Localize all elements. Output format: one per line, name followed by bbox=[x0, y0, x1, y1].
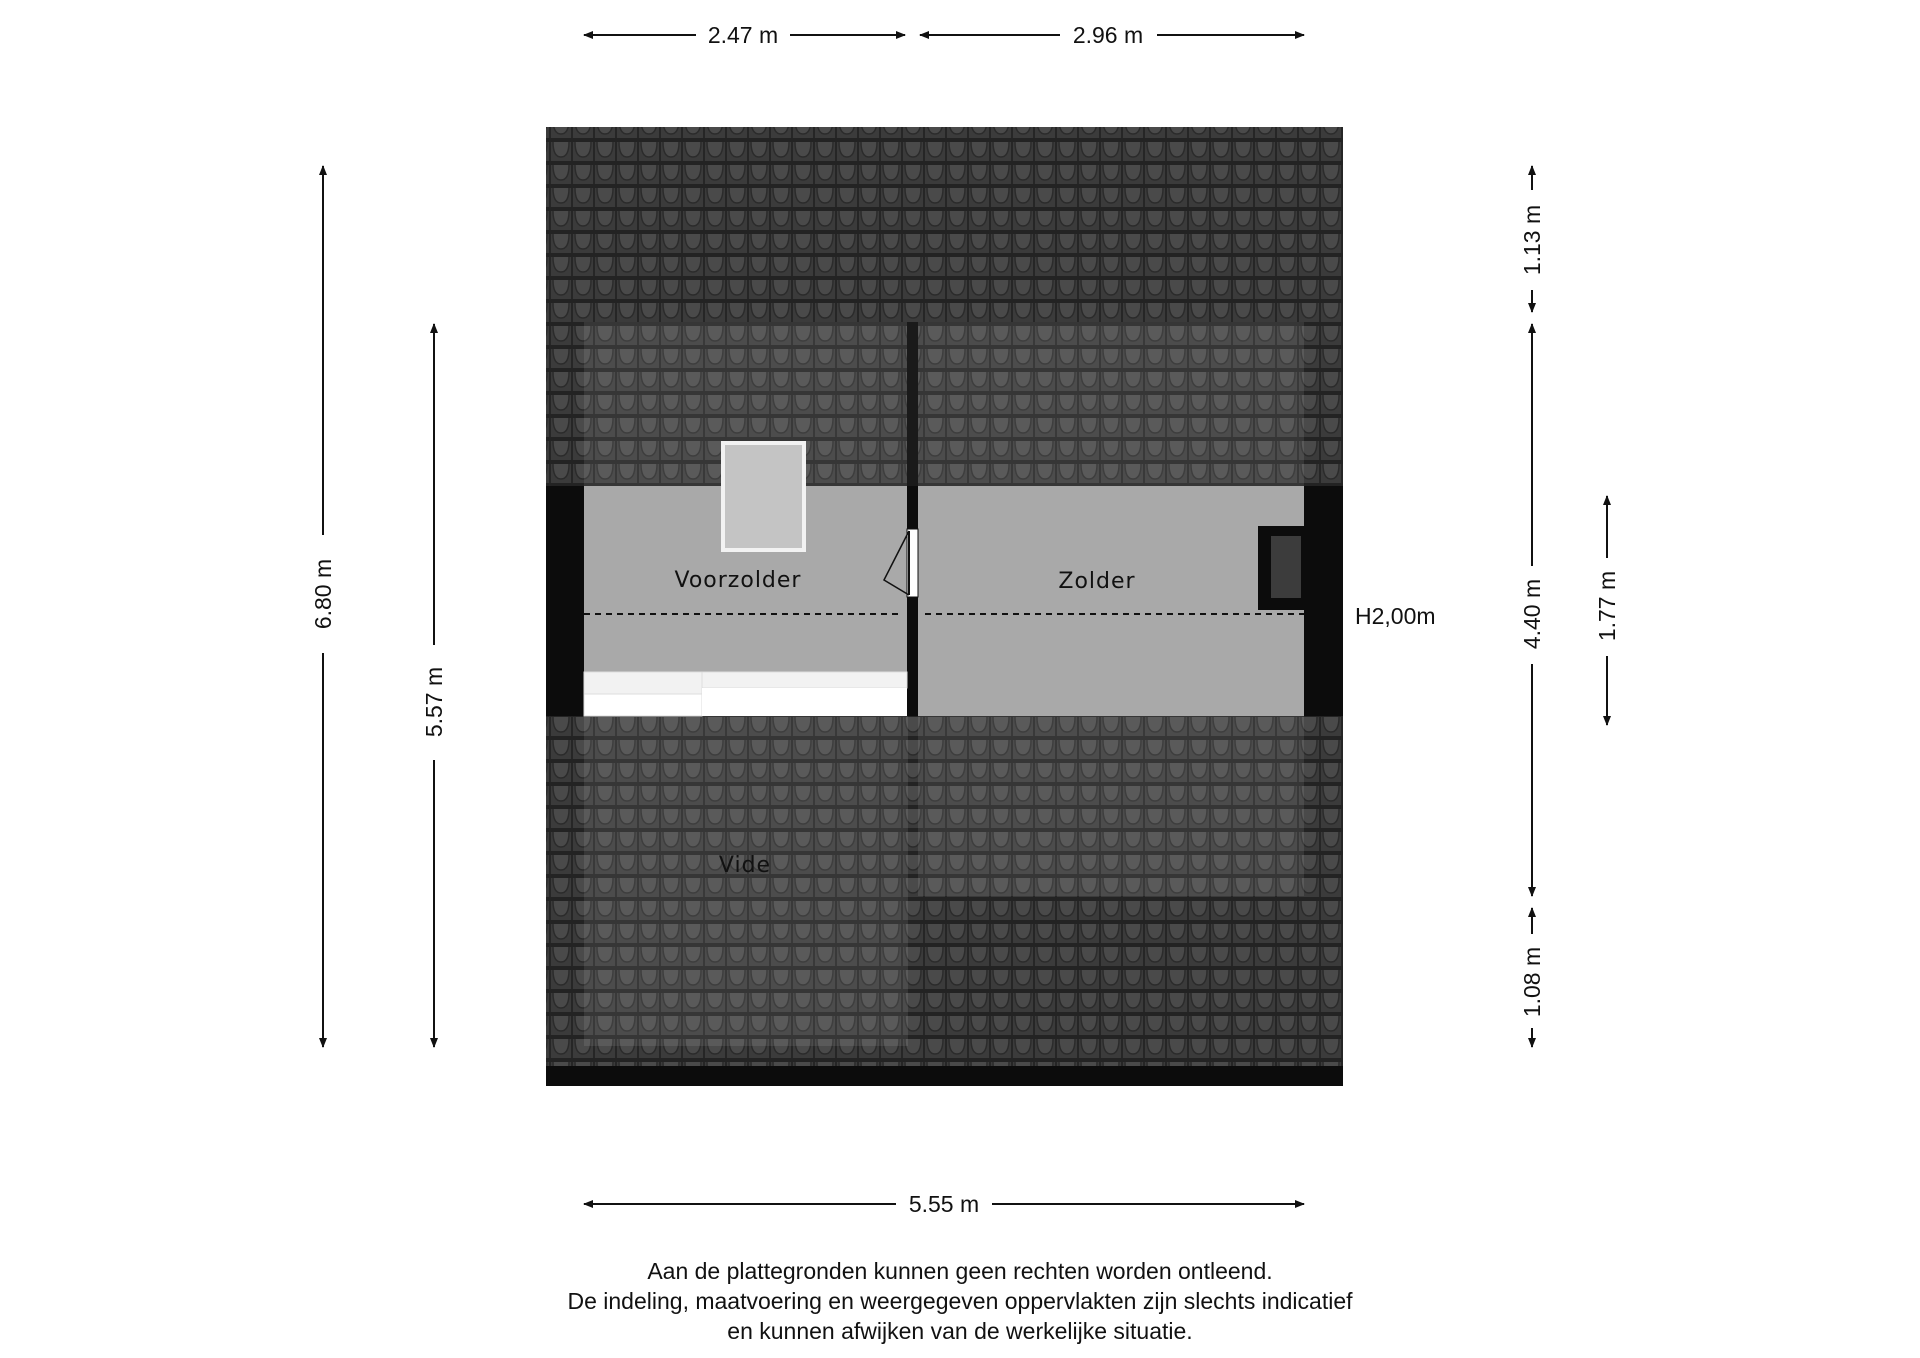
dimension-label-right-middle: 4.40 m bbox=[1519, 578, 1545, 650]
dimension-right-bottom bbox=[1519, 908, 1545, 1047]
roof-lighter-zone-vide bbox=[584, 716, 908, 1046]
dimension-label-top-left: 2.47 m bbox=[707, 22, 779, 48]
disclaimer-line-3: en kunnen afwijken van de werkelijke situatie. bbox=[727, 1318, 1193, 1344]
dimension-right-height bbox=[1594, 496, 1620, 725]
roof-lighter-zone-right-lower bbox=[918, 716, 1304, 896]
wall-left bbox=[546, 486, 584, 716]
height-label: H2,00m bbox=[1355, 603, 1436, 629]
disclaimer-line-2: De indeling, maatvoering en weergegeven oppervlakten zijn slechts indicatief bbox=[567, 1288, 1353, 1314]
dimension-top-left bbox=[584, 22, 905, 48]
dimension-label-top-right: 2.96 m bbox=[1072, 22, 1144, 48]
roof-ridge-wall bbox=[907, 322, 918, 486]
dimension-right-top bbox=[1519, 166, 1545, 312]
dimension-bottom bbox=[584, 1191, 1304, 1217]
stair-landing bbox=[584, 672, 702, 694]
dimension-label-left-inner: 5.57 m bbox=[421, 666, 447, 738]
dimension-right-middle bbox=[1519, 324, 1545, 896]
disclaimer bbox=[360, 1256, 1560, 1346]
dimension-label-right-height: 1.77 m bbox=[1594, 570, 1620, 642]
room-label-voorzolder: Voorzolder bbox=[674, 568, 802, 593]
roof-bottom-edge bbox=[546, 1066, 1343, 1086]
dimension-left-outer bbox=[310, 166, 336, 1047]
roof-plan bbox=[546, 127, 1436, 1086]
disclaimer-line-1: Aan de plattegronden kunnen geen rechten worden ontleend. bbox=[647, 1258, 1273, 1284]
dimension-label-right-bottom: 1.08 m bbox=[1519, 946, 1545, 1018]
room-label-zolder: Zolder bbox=[1058, 569, 1136, 594]
stair-step bbox=[702, 672, 907, 688]
dimension-top-right bbox=[920, 22, 1304, 48]
wall-right bbox=[1304, 486, 1343, 716]
dimension-label-right-top: 1.13 m bbox=[1519, 204, 1545, 276]
stair-opening bbox=[584, 694, 702, 716]
wall-middle bbox=[907, 486, 918, 716]
floor-zolder bbox=[918, 486, 1304, 716]
roof-lighter-zone-right-upper bbox=[918, 322, 1304, 486]
stair-opening-right bbox=[702, 688, 907, 716]
dimension-label-bottom: 5.55 m bbox=[908, 1191, 980, 1217]
skylight bbox=[723, 443, 804, 550]
dimension-left-inner bbox=[421, 324, 447, 1047]
room-label-vide: Vide bbox=[718, 853, 772, 878]
dimension-label-left-outer: 6.80 m bbox=[310, 558, 336, 630]
chimney-flue bbox=[1271, 536, 1301, 598]
